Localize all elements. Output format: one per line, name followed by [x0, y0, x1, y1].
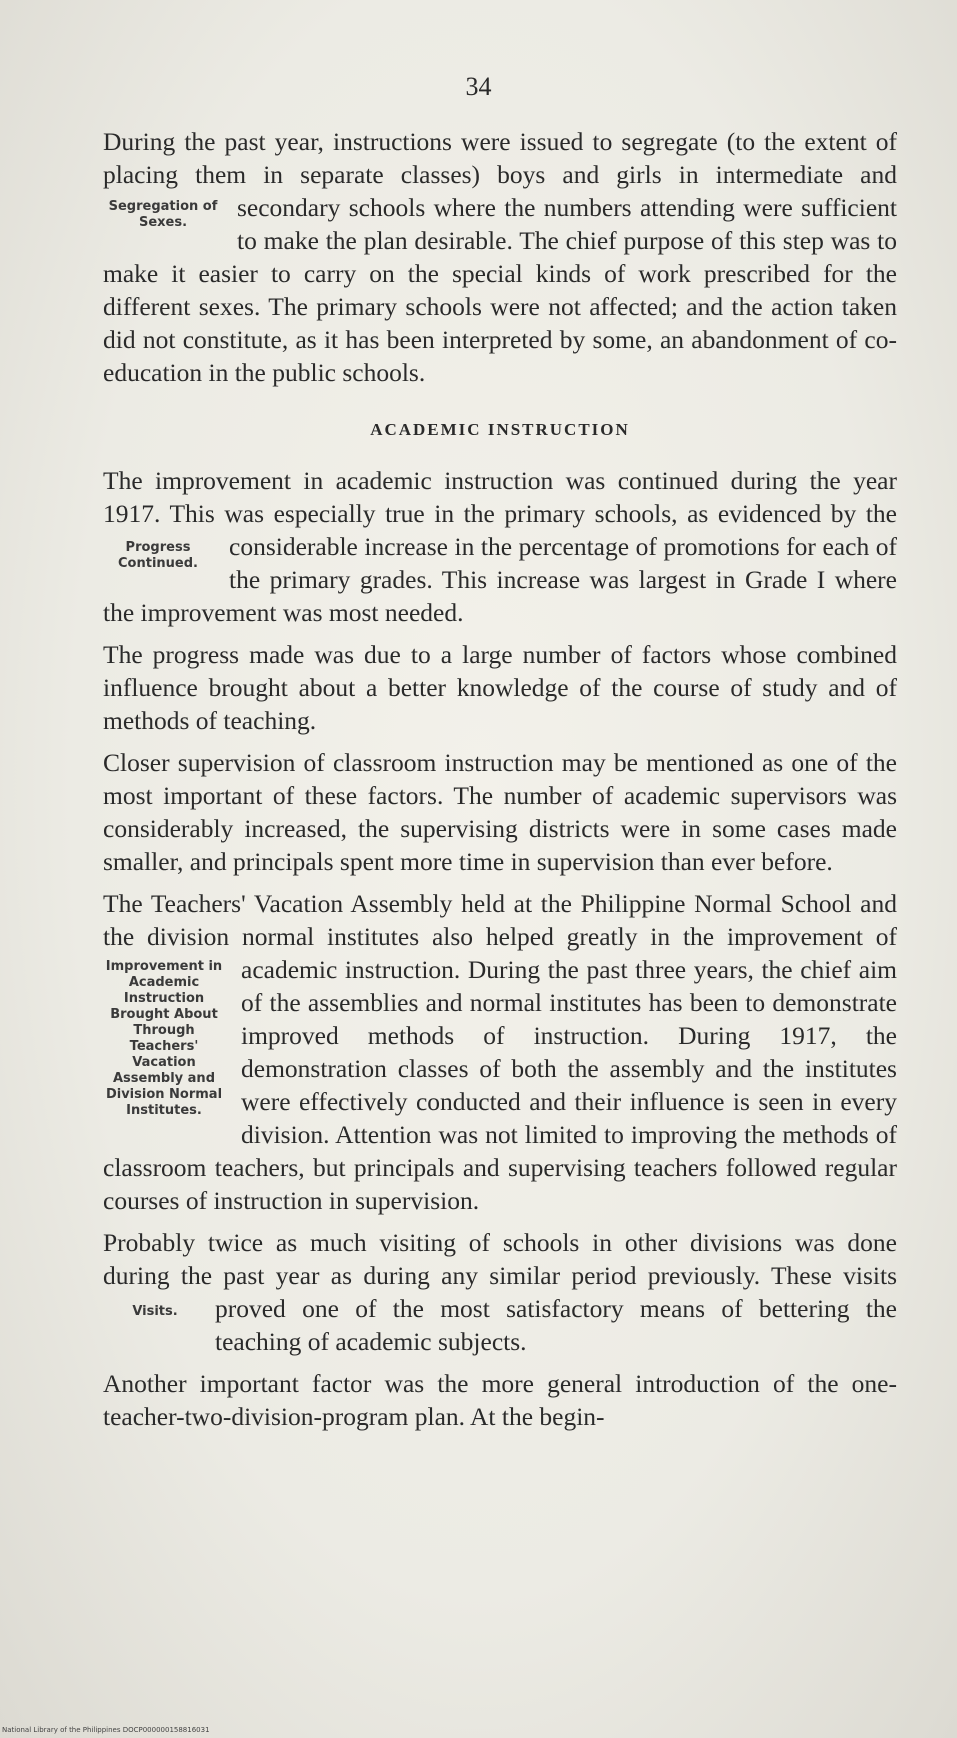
footer-credit: National Library of the Philippines DOCP000000158816031 [2, 1726, 210, 1734]
section-heading: ACADEMIC INSTRUCTION [370, 420, 630, 439]
margin-note-progress: Progress Continued. [118, 540, 198, 571]
paragraph-text: The improvement in academic instruction was continued during the year 1917. This was especially true in the primary schools, as evidenced by the considerable increase [103, 466, 897, 561]
paragraph-text: in the percentage of promotions for each of the primary grades. This increase was largest in Grade I where the improvement was most needed. [103, 532, 898, 627]
paragraph-supervision: Closer supervision of classroom instruction may be mentioned as one of the most important of these factors. The number of academic supervisors was considerably increased, the supervising districts were in some cases made smaller, and principals spent more time in supervision than ever before. [103, 748, 897, 876]
paragraph-text: During the past year, instructions were issued to segregate (to the extent of placing them in separate classes) boys and girls in intermediate and secondary schools where the numbers [103, 127, 897, 222]
paragraph-progress [103, 464, 897, 629]
paragraph-text: satisfactory means of bettering the teaching of academic subjects. [215, 1294, 897, 1356]
paragraph-program-plan: Another important factor was the more general introduction of the one-teacher-two-division-program plan. At the begin- [103, 1369, 897, 1431]
paragraph-text: attending were sufficient to make the plan desirable. The chief purpose of this step was to make it easier to carry on the special kinds of work prescribed for the different sexes. The primary schools were not affected; and the action taken did not constitute, as it has been interpreted by some, an abandonment of co-education in the public schools. [103, 193, 897, 387]
paragraph-segregation [103, 125, 897, 389]
margin-note-visits: Visits. [132, 1304, 178, 1319]
margin-note-improvement: Improvement in Academic Instruction Brought About Through Teachers' Vacation Assembly and Division Normal Institutes. [105, 959, 223, 1118]
paragraph-text: The Teachers' Vacation Assembly held at the Philippine Normal School and the division normal institutes also helped greatly in the improvement of academic instruction. During the past [103, 889, 897, 984]
paragraph-factors: The progress made was due to a large number of factors whose combined influence brought about a better knowledge of the course of study and of methods of teaching. [103, 640, 897, 735]
margin-note-segregation: Segregation of Sexes. [108, 199, 218, 230]
page-number: 34 [465, 72, 492, 101]
paragraph-text: three years, the chief aim of the assemblies and normal institutes has been to demonstrate improved methods of instruction. During 1917, the demonstration classes of both the assembly and the institutes were effectively conducted and their influence is seen in every division. Attention was not limited to improving the methods of classroom teachers, but principals and supervising teachers followed regular courses of instruction in supervision. [103, 955, 897, 1215]
paragraph-text: Probably twice as much visiting of schools in other divisions was done during the past year as during any similar period previously. These visits proved one of the most [103, 1228, 897, 1323]
paragraph-visits [103, 1226, 897, 1358]
body-text [103, 125, 897, 1442]
paragraph-assembly [103, 887, 897, 1217]
